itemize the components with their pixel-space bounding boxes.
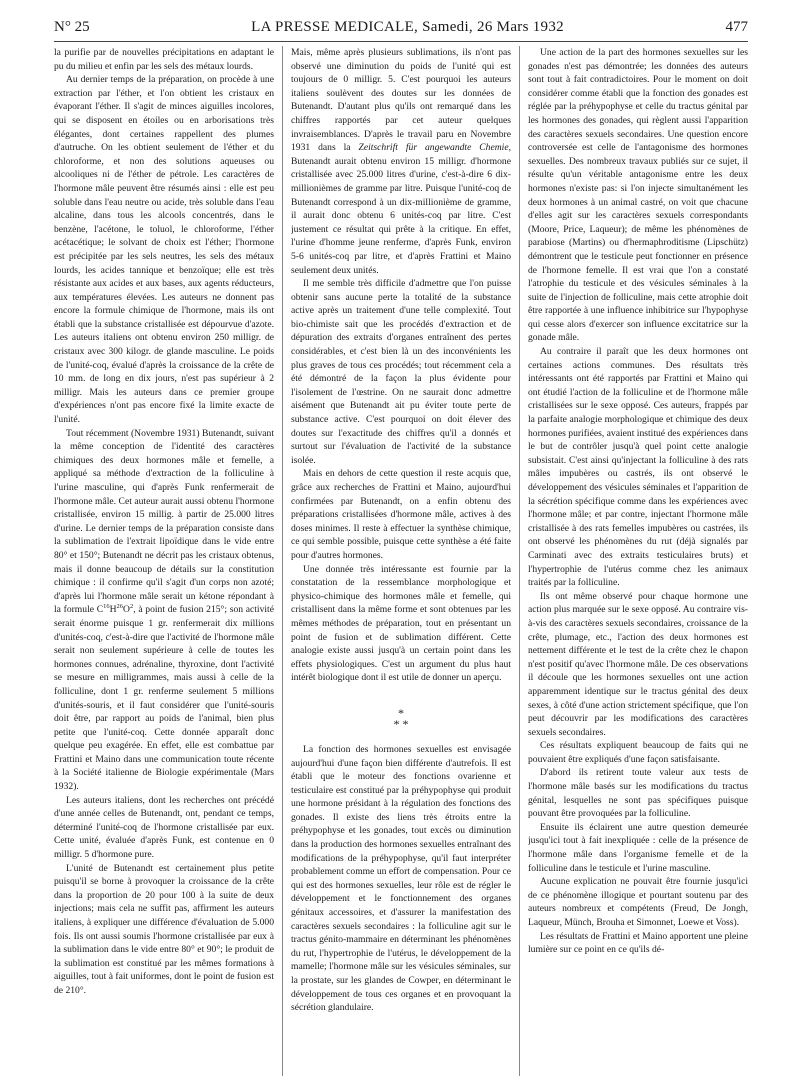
section-separator: * * *	[393, 705, 409, 731]
paragraph: la purifie par de nouvelles précipitations en adaptant le pu du milieu et enfin par les sels des métaux lourds.	[54, 47, 274, 72]
formula-hydrogen-count: 26	[116, 603, 124, 611]
formula-carbon-count: 16	[103, 603, 110, 611]
journal-citation: Zeitschrift für angewandte Chemie	[358, 142, 509, 154]
page-number: 477	[725, 19, 748, 35]
column-3	[528, 46, 748, 1076]
paragraph: Une action de la part des hormones sexuelles sur les gonades n'est pas démontrée; les données des auteurs sont tout à fait contradictoires. Pour le moment on doit considérer comme établi que la fonction des gonades est réglée par la préhypophyse et celle du tractus génital par les hormones des gonades, qui règlent aussi l'apparition des caractères sexuels secondaires. Une question encore controversée est celle de l'antagonisme des hormones sexuelles. Des nombreux travaux publiés sur ce sujet, il résulte qu'un véritable antagonisme entre les deux hormones n'existe pas: si l'on injecte simultanément les deux hormones à un animal castré, on voit que chacune d'elles agit sur les caractères sexuels correspondants (Moore, Price, Laqueur); de même les phénomènes de parabiose (Martins) ou d'hermaphroditisme (Lipschütz) démontrent que le testicule peut fonctionner en présence de l'hormone femelle. Il est vrai que l'on a constaté l'atrophie du testicule et des vésicules séminales à la suite de l'injection de folliculine, mais cette atrophie doit être rapportée à une influence inhibitrice sur l'hypophyse qui cesse alors d'exercer son influence excitatrice sur la gonade mâle.	[528, 47, 748, 344]
paragraph: Les auteurs italiens, dont les recherches ont précédé d'une année celles de Butenandt, ont, pendant ce temps, déterminé l'unité-coq de l'hormone cristallisée par eux. Cette unité, évaluée d'après Funk, est contenue en 0 milligr. 5 d'hormone pure.	[54, 794, 274, 861]
issue-number: N° 25	[54, 19, 90, 35]
paragraph: Mais en dehors de cette question il reste acquis que, grâce aux recherches de Frattini et Maino, aujourd'hui confirmées par Butenandt, on a enfin obtenu des préparations cristallisées d'hormone mâle, actives à des doses minimes. Il reste à effectuer la synthèse chimique, ce qui semble possible, puisque cette synthèse a été faite pour d'autres hormones.	[291, 468, 511, 561]
paragraph: Au dernier temps de la préparation, on procède à une extraction par l'éther, et l'on obtient les cristaux en évaporant l'éther. Il s'agit de minces aiguilles incolores, qui se disposent en étoiles ou en arborisations très élégantes, dont certaines rappellent des plumes d'autruche. On les obtient seulement de l'éther et du chloroforme, et non des solutions aqueuses ou alcooliques ni de l'éther de pétrole. Les caractères de l'hormone mâle peuvent être résumés ainsi : elle est peu soluble dans l'eau neutre ou acide, très soluble dans l'eau alcaline, dans tous les alcools concentrés, dans le benzène, l'acétone, le toluol, le chloroforme, l'éther acétacétique; le solvant de choix est l'éther; l'hormone est précipitée par les sels neutres, les sels des métaux lourds, les acides tannique et benzoïque; elle est très résistante aux acides et aux bases, aux agents réducteurs, aux températures élevées. Les auteurs ne donnent pas encore la formule chimique de l'hormone, mais ils ont établi que la substance cristallisée est dépourvue d'azote. Les auteurs italiens ont obtenu environ 250 milligr. de cristaux avec 300 kilogr. de glande masculine. Le poids de l'unité-coq, évalué d'après la croissance de la crête de 10 mm. de long en dix jours, n'est pas supérieur à 2 milligr. Mais les auteurs dans ce premier groupe d'expériences n'ont pas encore fixé la limite exacte de l'unité.	[54, 74, 274, 426]
page-header	[54, 18, 748, 42]
paragraph: Tout récemment (Novembre 1931) Butenandt, suivant la même conception de l'identité des caractères chimiques des deux hormones mâle et femelle, a appliqué sa méthode d'extraction de la folliculine à l'urine masculine, qui d'après Funk renfermerait de l'hormone mâle. Cet auteur aurait aussi obtenu l'hormone cristallisée, environ 15 millig. à partir de 25.000 litres d'urine. Le dernier temps de la préparation consiste dans la sublimation de l'extrait lipoïdique dans le vide entre 80° et 150°; Butenandt ne décrit pas les cristaux obtenus, mais il donne beaucoup de détails sur la constitution chimique : il confirme qu'il s'agit d'un corps non azoté; d'après lui l'hormone mâle serait un kétone répondant à la formule $C^{16}H^{26}O^2$, à point de fusion 215°; son activité serait énorme puisque 1 gr. renfermerait dix millions d'unités-coq, c'est-à-dire que l'activité de l'hormone mâle serait non seulement supérieure à celle de toutes les hormones connues, adrénaline, thyroxine, dont l'activité se mesure en milligrammes, mais aussi à celle de la folliculine, dont 1 gr. renferme seulement 5 millions d'unités-souris, et il faut considérer que l'unité-souris doit être, par rapport au poids de l'animal, bien plus petite que l'unité-coq. Cette donnée apparaît donc quelque peu exagérée. En effet, elle est combattue par Frattini et Maino dans une communication toute récente à la Société italienne de Biologie expérimentale (Mars 1932).	[54, 427, 274, 793]
paragraph: Ces résultats expliquent beaucoup de faits qui ne pouvaient être expliqués d'une façon satisfaisante.	[528, 740, 748, 765]
paragraph: Ils ont même observé pour chaque hormone une action plus marquée sur le sexe opposé. Au contraire vis-à-vis des caractères sexuels secondaires, croissance de la crête, plumage, etc., l'action des deux hormones est nettement différente et le test de la crête chez le chapon n'est positif qu'avec l'hormone mâle. De ces observations il découle que les hormones sexuelles ont une action apparemment identique sur le tractus génital des deux sexes, à côté d'une action strictement spécifique, que l'on peut découvrir par les modifications des caractères sexuels secondaires.	[528, 590, 748, 738]
column-divider	[519, 46, 520, 1076]
journal-title: LA PRESSE MEDICALE, Samedi, 26 Mars 1932	[251, 19, 564, 35]
paragraph: Une donnée très intéressante est fournie par la constatation de la ressemblance morphologique et physico-chimique des hormones mâle et femelle, qui cristallisent dans la même forme et sont obtenues par les mêmes méthodes de préparation, tout en présentant un point de fusion et de sublimation différent. Cette analogie existe aussi jusqu'à un certain point dans les effets physiologiques. C'est un argument du plus haut intérêt biologique dont il est utile de donner un aperçu.	[291, 563, 511, 684]
paragraph: Ensuite ils éclairent une autre question demeurée jusqu'ici tout à fait inexpliquée : celle de la présence de l'hormone mâle dans l'organisme femelle et de la folliculine dans le testicule et l'urine masculine.	[528, 821, 748, 874]
column-2	[291, 46, 511, 1076]
paragraph: Aucune explication ne pouvait être fournie jusqu'ici de ce phénomène illogique et pourtant soutenu par des auteurs nombreux et compétents (Freud, De Jongh, Laqueur, Münch, Brouha et Simonnet, Loewe et Voss).	[528, 876, 748, 928]
column-divider	[282, 46, 283, 1076]
paragraph: Il me semble très difficile d'admettre que l'on puisse obtenir sans aucune perte la totalité de la substance active après un traitement d'une telle complexité. Tout bio-chimiste sait que les procédés d'extraction et de dépuration des extraits d'organes entraînent des pertes considérables, et c'est bien là un des inconvénients les plus graves de tous ces procédés; tout récemment cela a été démontré de la façon la plus évidente pour l'isolement de l'œstrine. On ne saurait donc admettre aisément que Butenandt ait pu éviter toute perte de substance active. C'est pourquoi on doit élever des doutes sur l'exactitude des chiffres qu'il a donnés et surtout sur l'évaluation de l'activité de la substance isolée.	[291, 278, 511, 466]
paragraph: Au contraire il paraît que les deux hormones ont certaines actions communes. Des résultats très intéressants ont été rapportés par Frattini et Maino qui ont étudié l'action de la folliculine et de l'hormone mâle cristallisées sur le sexe opposé. Ces auteurs, frappés par la parfaite analogie morphologique et chimique des deux hormones purifiées, avaient institué des expériences dans le but de contrôler jusqu'à quel point cette analogie subsistait. C'est ainsi qu'injectant la folliculine à des rats mâles impubères ou castrés, ils ont observé le développement des vésicules séminales et l'apparition de la sécrétion spécifique comme dans les expériences avec l'hormone mâle; et par contre, injectant l'hormone mâle cristallisée à des rats femelles impubères ou castrées, ils ont observé les phénomènes du rut (déjà signalés par Carminati avec des extraits testiculaires bruts) et l'hypertrophie de l'utérus comme chez les animaux traités par la folliculine.	[528, 346, 748, 589]
text-columns	[54, 46, 748, 1076]
paragraph: La fonction des hormones sexuelles est envisagée aujourd'hui d'une façon bien différente d'autrefois. Il est établi que le moteur des fonctions ovarienne et testiculaire est constitué par la préhypophyse qui produit une hormone présidant à la régulation des fonctions des gonades. Il existe des liens très étroits entre la préhypophyse et les gonades, tout excès ou diminution dans la production des hormones sexuelles entraînant des modifications de la préhypophyse, qu'il faut interpréter probablement comme un effort de compensation. Pour ce qui est des hormones sexuelles, leur rôle est de régler le développement et le fonctionnement des organes génitaux accessoires, et d'assurer la manifestation des caractères sexuels secondaires : la folliculine agit sur le tractus génito-mammaire en déterminant les phénomènes du rut, l'hypertrophie de l'utérus, le développement de la mamelle; l'hormone mâle sur les vésicules séminales, sur la prostate, sur les glandes de Cowper, en déterminant le développement de tous ces organes et en provoquant la sécrétion glandulaire.	[291, 743, 511, 1014]
paragraph: Mais, même après plusieurs sublimations, ils n'ont pas observé une diminution du poids de l'unité qui est toujours de 0 milligr. 5. C'est pourquoi les auteurs italiens soulèvent des doutes sur les données de Butenandt. D'autant plus qu'ils ont remarqué dans les chiffres rapportés par cet auteur quelques invraisemblances. D'après le travail paru en Novembre 1931 dans la Zeitschrift für angewandte Chemie, Butenandt aurait obtenu environ 15 milligr. d'hormone cristallisée avec 25.000 litres d'urine, c'est-à-dire 6 dix-millionièmes de gramme par litre. Puisque l'unité-coq de Butenandt correspond à un dix-millionième de gramme, il aurait donc obtenu 6 unités-coq par litre. C'est justement ce résultat qui prête à la critique. En effet, l'urine d'homme jeune renferme, d'après Funk, environ 5-6 unités-coq par litre, et d'après Frattini et Maino seulement deux unités.	[291, 47, 511, 276]
paragraph: L'unité de Butenandt est certainement plus petite puisqu'il se borne à provoquer la croissance de la crête dans la proportion de 20 pour 100 à la suite de deux injections; mais cela ne suffit pas, affirment les auteurs italiens, à expliquer une différence d'évaluation de 5.000 fois. Ils ont aussi soumis l'hormone cristallisée par eux à la sublimation dans le vide entre 80° et 90°; le produit de la sublimation est constitué par les mêmes formations à aiguilles, tout à fait uniformes, dont le point de fusion est de 210°.	[54, 862, 274, 996]
paragraph: Les résultats de Frattini et Maino apportent une pleine lumière sur ce point en ce qu'ils dé-	[528, 930, 748, 956]
paragraph: D'abord ils retirent toute valeur aux tests de l'hormone mâle basés sur les modifications du tractus génital, lesquelles ne sont pas spécifiques puisque pouvant être provoquées par la folliculine.	[528, 767, 748, 820]
formula-oxygen-count: 2	[129, 603, 134, 611]
column-1	[54, 46, 274, 1076]
